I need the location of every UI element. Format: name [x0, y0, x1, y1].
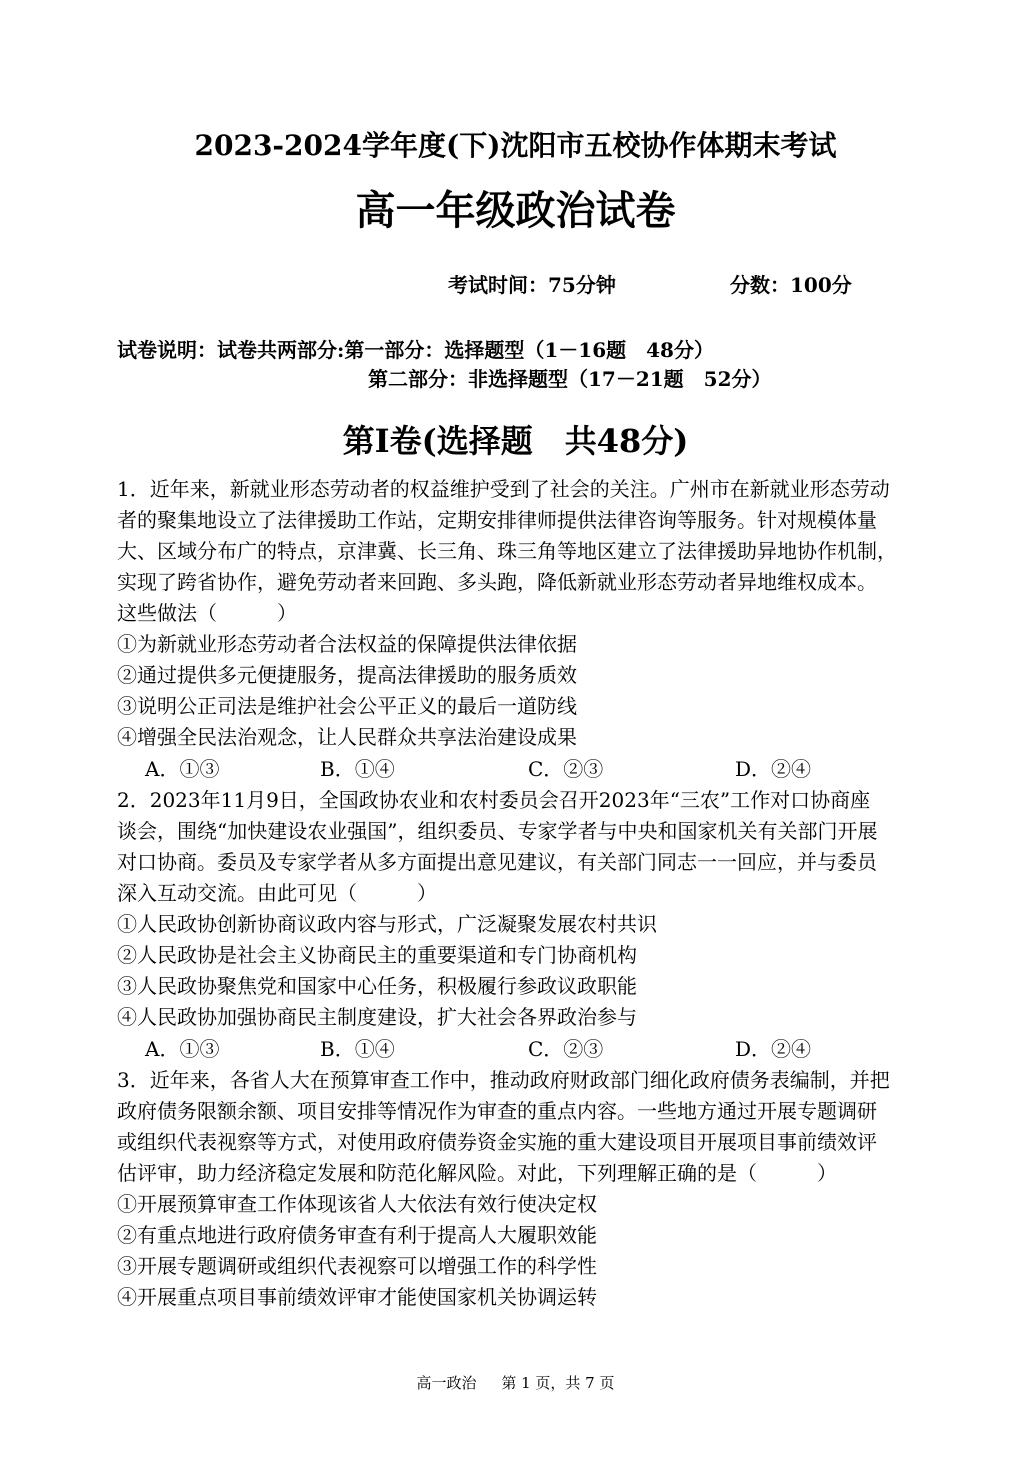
exam-time: 考试时间：75分钟: [448, 273, 616, 297]
option-b[interactable]: B．①④: [320, 1037, 395, 1061]
subject-title: 高一年级政治试卷: [355, 187, 676, 234]
section-title: 第Ⅰ卷(选择题 共48分): [342, 422, 689, 460]
question-stem-line: 这些做法（ ）: [117, 601, 297, 625]
question-stem-line: 者的聚集地设立了法律援助工作站，定期安排律师提供法律咨询等服务。针对规模体量: [117, 508, 877, 532]
question-stem-line: 或组织代表视察等方式，对使用政府债券资金实施的重大建设项目开展项目事前绩效评: [117, 1130, 877, 1154]
footer-subject: 高一政治: [416, 1374, 477, 1392]
option-d[interactable]: D．②④: [735, 757, 812, 781]
statement-item: ③开展专题调研或组织代表视察可以增强工作的科学性: [117, 1254, 597, 1278]
option-b[interactable]: B．①④: [320, 757, 395, 781]
page-footer: [0, 1373, 1031, 1393]
question-stem-line: 实现了跨省协作，避免劳动者来回跑、多头跑，降低新就业形态劳动者异地维权成本。: [117, 570, 877, 594]
statement-item: ③说明公正司法是维护社会公平正义的最后一道防线: [117, 694, 577, 718]
option-c[interactable]: C．②③: [528, 1037, 604, 1061]
question-stem-line: 对口协商。委员及专家学者从多方面提出意见建议，有关部门同志一一回应，并与委员: [117, 850, 877, 874]
question-stem-line: 大、区域分布广的特点，京津冀、长三角、珠三角等地区建立了法律援助异地协作机制，: [117, 539, 897, 563]
question-stem-line: 3．近年来，各省人大在预算审查工作中，推动政府财政部门细化政府债务表编制，并把: [117, 1068, 890, 1092]
statement-item: ④增强全民法治观念，让人民群众共享法治建设成果: [117, 725, 577, 749]
statement-item: ④人民政协加强协商民主制度建设，扩大社会各界政治参与: [117, 1005, 637, 1029]
option-d[interactable]: D．②④: [735, 1037, 812, 1061]
question-stem-line: 深入互动交流。由此可见（ ）: [117, 881, 437, 905]
statement-item: ①为新就业形态劳动者合法权益的保障提供法律依据: [117, 632, 577, 656]
statement-item: ③人民政协聚焦党和国家中心任务，积极履行参政议政职能: [117, 974, 637, 998]
statement-item: ②有重点地进行政府债务审查有利于提高人大履职效能: [117, 1223, 597, 1247]
question-stem-line: 政府债务限额余额、项目安排等情况作为审查的重点内容。一些地方通过开展专题调研: [117, 1099, 877, 1123]
exam-title: 2023-2024学年度(下)沈阳市五校协作体期末考试: [194, 129, 837, 162]
option-c[interactable]: C．②③: [528, 757, 604, 781]
statement-item: ①人民政协创新协商议政内容与形式，广泛凝聚发展农村共识: [117, 912, 657, 936]
option-a[interactable]: A．①③: [145, 757, 220, 781]
question-stem-line: 2．2023年11月9日，全国政协农业和农村委员会召开2023年“三农”工作对口协商座: [117, 788, 871, 812]
statement-item: ①开展预算审查工作体现该省人大依法有效行使决定权: [117, 1192, 597, 1216]
statement-item: ④开展重点项目事前绩效评审才能使国家机关协调运转: [117, 1285, 597, 1309]
instructions-line-1: 试卷说明：试卷共两部分:第一部分：选择题型（1－16题 48分）: [117, 338, 714, 362]
footer-page-number: 第 1 页，共 7 页: [501, 1374, 615, 1392]
question-stem-line: 谈会，围绕“加快建设农业强国”，组织委员、专家学者与中央和国家机关有关部门开展: [117, 819, 878, 843]
instructions-line-2: 第二部分：非选择题型（17－21题 52分）: [368, 367, 772, 391]
option-a[interactable]: A．①③: [145, 1037, 220, 1061]
question-stem-line: 1．近年来，新就业形态劳动者的权益维护受到了社会的关注。广州市在新就业形态劳动: [117, 477, 890, 501]
exam-score: 分数：100分: [730, 273, 852, 297]
statement-item: ②人民政协是社会主义协商民主的重要渠道和专门协商机构: [117, 943, 637, 967]
statement-item: ②通过提供多元便捷服务，提高法律援助的服务质效: [117, 663, 577, 687]
question-stem-line: 估评审，助力经济稳定发展和防范化解风险。对此，下列理解正确的是（ ）: [117, 1161, 837, 1185]
